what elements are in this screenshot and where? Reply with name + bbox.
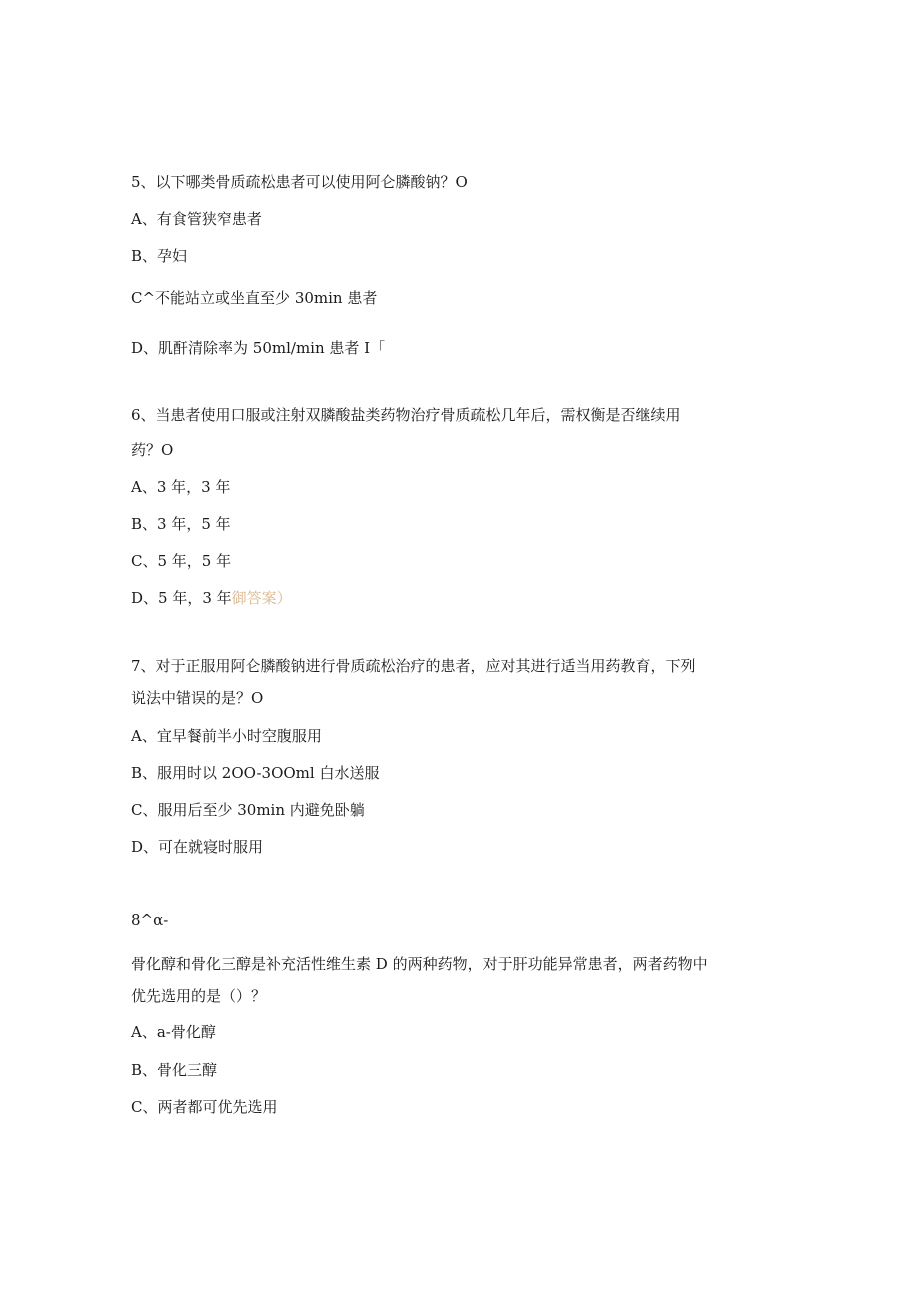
option-c: C^不能站立或坐直至少 30min 患者: [131, 289, 378, 307]
option-d-text: D、5 年，3 年: [131, 589, 232, 607]
question-stem: 5、以下哪类骨质疏松患者可以使用阿仑膦酸钠？O: [131, 173, 468, 191]
question-stem-line-1: 6、当患者使用口服或注射双膦酸盐类药物治疗骨质疏松几年后，需权衡是否继续用: [131, 406, 681, 424]
option-a: A、有食管狭窄患者: [131, 210, 262, 228]
question-stem-line-1: 7、对于正服用阿仑膦酸钠进行骨质疏松治疗的患者，应对其进行适当用药教育，下列: [131, 657, 696, 675]
question-stem-line-2: 优先选用的是（）？: [131, 987, 267, 1005]
question-stem-line-2: 说法中错误的是？O: [131, 689, 264, 707]
option-a: A、3 年，3 年: [131, 478, 231, 496]
option-c: C、服用后至少 30min 内避免卧躺: [131, 801, 365, 819]
option-b: B、服用时以 2OO-3OOml 白水送服: [131, 764, 380, 782]
answer-mark: 御答案）: [231, 589, 292, 607]
question-stem-line-2: 药？O: [131, 441, 174, 459]
option-d: D、可在就寝时服用: [131, 838, 264, 856]
option-a: A、宜早餐前半小时空腹服用: [131, 727, 322, 745]
option-b: B、骨化三醇: [131, 1061, 218, 1079]
option-d: [131, 588, 292, 608]
option-b: B、孕妇: [131, 247, 188, 265]
option-c: C、两者都可优先选用: [131, 1098, 278, 1116]
option-b: B、3 年，5 年: [131, 515, 231, 533]
question-number: 8^α-: [131, 911, 169, 929]
question-stem-line-1: 骨化醇和骨化三醇是补充活性维生素 D 的两种药物，对于肝功能异常患者，两者药物中: [131, 955, 708, 973]
option-c: C、5 年，5 年: [131, 552, 232, 570]
option-a: A、a-骨化醇: [131, 1023, 216, 1041]
option-d: D、肌酐清除率为 50ml∕min 患者 I「: [131, 339, 386, 357]
